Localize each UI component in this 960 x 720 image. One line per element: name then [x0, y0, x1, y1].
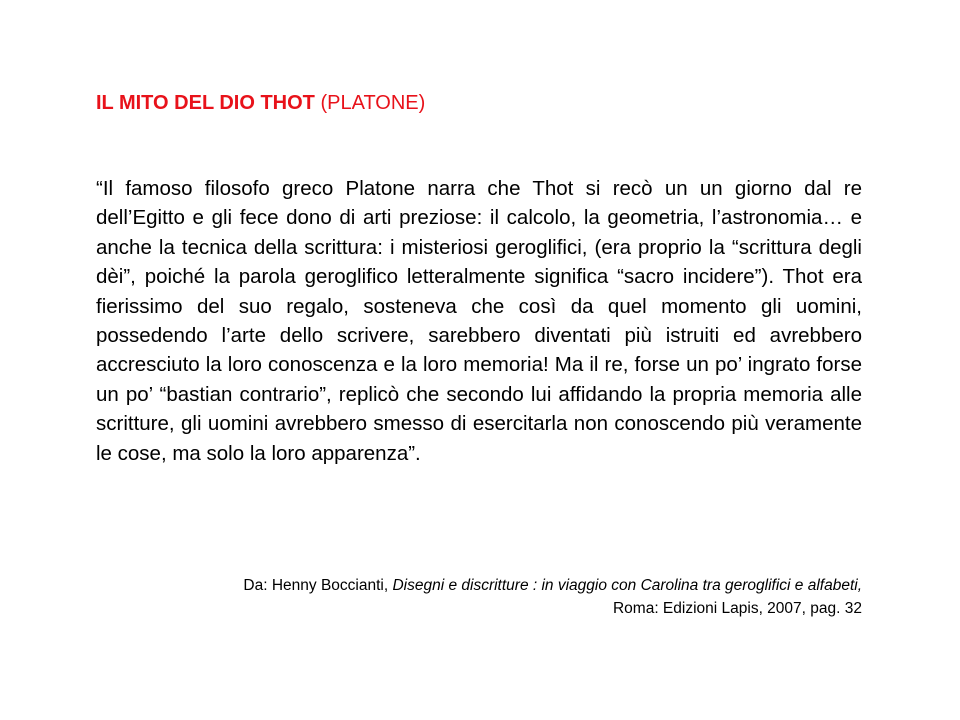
page-title: [96, 90, 425, 116]
citation-publisher: Roma: Edizioni Lapis, 2007, pag. 32: [612, 600, 862, 617]
citation-author: Da: Henny Boccianti,: [243, 577, 393, 594]
quote-paragraph: “Il famoso filosofo greco Platone narra che Thot si recò un un giorno dal re dell’Egitto e gli fece dono di arti preziose: il calcolo, la geometria, l’astronomia… e anche la tecnica della scrittura: i misteriosi geroglifici, (era proprio la “scrittura degli dèi”, poiché la parola geroglifico letteralmente significa “sacro incidere”). Thot era fierissimo del suo regalo, sosteneva che così da quel momento gli uomini, possedendo l’arte dello scrivere, sarebbero diventati più istruiti ed avrebbero accresciuto la loro conoscenza e la loro memoria! Ma il re, forse un po’ ingrato forse un po’ “bastian contrario”, replicò che secondo lui affidando la propria memoria alle scritture, gli uomini avrebbero smesso di esercitarla non conoscendo più veramente le cose, ma solo la loro apparenza”.: [96, 177, 862, 465]
title-main: IL MITO DEL DIO THOT: [96, 92, 315, 114]
title-sub: (PLATONE): [320, 92, 426, 114]
citation: [62, 574, 862, 620]
citation-line-1: [62, 574, 862, 597]
citation-book-title: Disegni e discritture : in viaggio con Carolina tra geroglifici e alfabeti,: [392, 577, 862, 594]
